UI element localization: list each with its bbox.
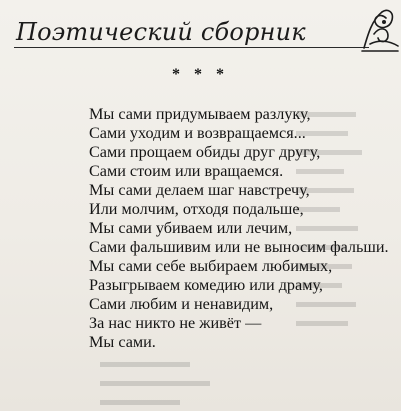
poem-line: Мы сами убиваем или лечим, bbox=[89, 219, 293, 237]
poem-body bbox=[89, 105, 389, 352]
poem-line: Или молчим, отходя подальше, bbox=[89, 200, 304, 218]
page-header bbox=[0, 0, 401, 62]
header-divider bbox=[14, 47, 369, 48]
poem-line: Сами стоим или вращаемся. bbox=[89, 162, 284, 180]
flourish-ornament-icon bbox=[358, 4, 400, 58]
stanza-separator: * * * bbox=[172, 66, 229, 83]
poem-line: Сами уходим и возвращаемся... bbox=[89, 124, 306, 142]
poem-line: Мы сами делаем шаг навстречу, bbox=[89, 181, 310, 199]
poem-line: Сами любим и ненавидим, bbox=[89, 295, 274, 313]
poem-line: За нас никто не живёт — bbox=[89, 314, 262, 332]
poem-line: Мы сами себе выбираем любимых, bbox=[89, 257, 333, 275]
poem-line: Сами прощаем обиды друг другу, bbox=[89, 143, 321, 161]
poem-line: Сами фальшивим или не выносим фальши. bbox=[89, 238, 389, 256]
page-header-title: Поэтический сборник bbox=[16, 18, 306, 46]
poem-line: Мы сами придумываем разлуку, bbox=[89, 105, 311, 123]
poem-line: Мы сами. bbox=[89, 333, 156, 351]
poem-line: Разыгрываем комедию или драму, bbox=[89, 276, 323, 294]
